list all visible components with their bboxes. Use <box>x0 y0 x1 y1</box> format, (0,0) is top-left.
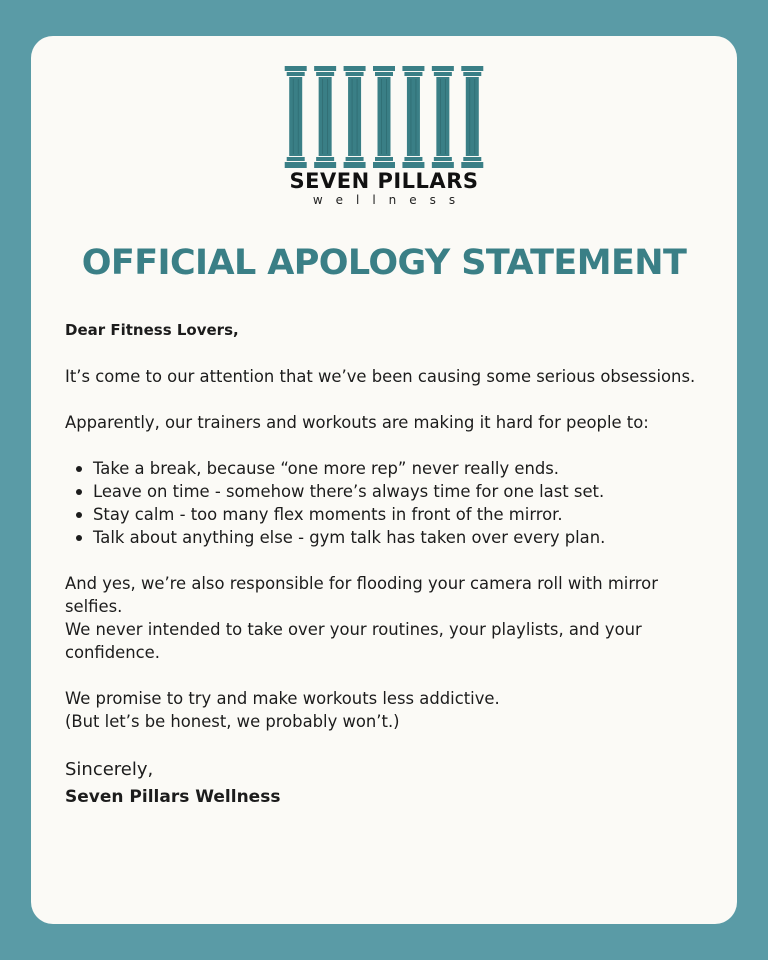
bullet-item: Stay calm - too many flex moments in front of the mirror. <box>93 503 717 526</box>
page-title: OFFICIAL APOLOGY STATEMENT <box>81 243 687 283</box>
paragraph-honest: (But let’s be honest, we probably won’t.) <box>65 712 400 731</box>
statement-card <box>31 36 737 924</box>
pillar-shape <box>314 66 336 168</box>
paragraph-intro: It’s come to our attention that we’ve been causing some serious obsessions. <box>65 367 696 386</box>
seven-pillars-icon <box>281 66 487 168</box>
brand-subtitle: wellness <box>312 193 469 207</box>
brand-logo <box>281 66 487 207</box>
pillar-shape <box>432 66 454 168</box>
closing: Sincerely, <box>65 759 154 780</box>
brand-name: SEVEN PILLARS <box>289 169 479 193</box>
letter-body <box>65 319 717 810</box>
bullet-item: Leave on time - somehow there’s always time for one last set. <box>93 480 717 503</box>
pillar-shape <box>461 66 483 168</box>
bullet-item: Talk about anything else - gym talk has taken over every plan. <box>93 526 717 549</box>
paragraph-camera-roll: And yes, we’re also responsible for flooding your camera roll with mirror selfies. <box>65 574 658 616</box>
pillar-shape <box>373 66 395 168</box>
bullet-list <box>65 457 717 549</box>
greeting: Dear Fitness Lovers, <box>65 321 239 339</box>
paragraph-promise: We promise to try and make workouts less addictive. <box>65 689 500 708</box>
pillar-shape <box>344 66 366 168</box>
signature: Seven Pillars Wellness <box>65 787 281 807</box>
paragraph-routines: We never intended to take over your routines, your playlists, and your confidence. <box>65 620 642 662</box>
paragraph-apparently: Apparently, our trainers and workouts are making it hard for people to: <box>65 413 649 432</box>
bullet-item: Take a break, because “one more rep” never really ends. <box>93 457 717 480</box>
pillar-shape <box>285 66 307 168</box>
pillar-shape <box>402 66 424 168</box>
